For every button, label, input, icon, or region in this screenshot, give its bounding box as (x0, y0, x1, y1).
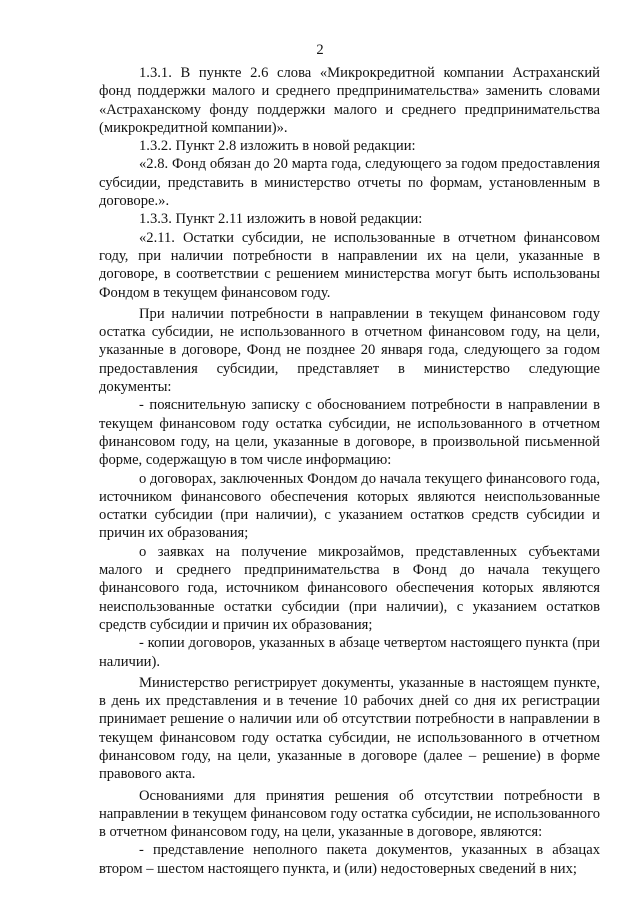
paragraph-2-11: «2.11. Остатки субсидии, не использованные в отчетном финансовом году, при наличии потребности в направлении их на цели, указанные в договоре, в соответствии с решением министерства могут быть использованы Фондом в текущем финансовом году. (99, 229, 600, 301)
document-body (99, 64, 600, 878)
paragraph-1-3-2: 1.3.2. Пункт 2.8 изложить в новой редакции: (139, 138, 416, 155)
paragraph-applications: о заявках на получение микрозаймов, представленных субъектами малого и среднего предпринимательства в Фонд до начала текущего финансового года, источником финансового обеспечения которых являются неиспользованные остатки субсидии (при наличии), с указанием остатков средств субсидии и причин их образования; (99, 543, 600, 633)
paragraph-contract-copies: - копии договоров, указанных в абзаце четвертом настоящего пункта (при наличии). (99, 635, 600, 670)
page-number: 2 (316, 42, 324, 58)
paragraph-1-3-3: 1.3.3. Пункт 2.11 изложить в новой редакции: (139, 211, 423, 228)
paragraph-need-documents: При наличии потребности в направлении в текущем финансовом году остатка субсидии, не использованного в отчетном финансовом году, на цели, указанные в договоре, Фонд не позднее 20 января года, следующего за годом предоставления субсидии, представляет в министерство следующие документы: (99, 305, 600, 396)
paragraph-explanatory-note: - пояснительную записку с обоснованием потребности в направлении в текущем финансовом году остатка субсидии, не использованного в отчетном финансовом году, на цели, указанные в договоре, в произвольной письменной форме, содержащую в том числе информацию: (99, 397, 600, 469)
paragraph-1-3-1: 1.3.1. В пункте 2.6 слова «Микрокредитной компании Астраханский фонд поддержки малого и среднего предпринимательства» заменить словами «Астраханскому фонду поддержки малого и среднего предпринимательства (микрокредитной компании)». (99, 65, 600, 136)
paragraph-contracts: о договорах, заключенных Фондом до начала текущего финансового года, источником финансового обеспечения которых являются неиспользованные остатки субсидии (при наличии), с указанием остатков средств субсидии и причин их образования; (99, 470, 600, 542)
paragraph-grounds: Основаниями для принятия решения об отсутствии потребности в направлении в текущем финансовом году остатка субсидии, не использованного в отчетном финансовом году, на цели, указанные в договоре, являются: (99, 787, 600, 841)
paragraph-incomplete-package: - представление неполного пакета документов, указанных в абзацах втором – шестом настоящего пункта, и (или) недостоверных сведений в них; (99, 842, 600, 877)
paragraph-ministry-registers: Министерство регистрирует документы, указанные в настоящем пункте, в день их представления и в течение 10 рабочих дней со дня их регистрации принимает решение о наличии или об отсутствии потребности в направлении в текущем финансовом году остатка субсидии, не использованного в отчетном финансовом году, на цели, указанные в договоре (далее – решение) в форме правового акта. (99, 674, 600, 783)
paragraph-2-8: «2.8. Фонд обязан до 20 марта года, следующего за годом предоставления субсидии, представить в министерство отчеты по формам, установленным в договоре.». (99, 156, 600, 210)
